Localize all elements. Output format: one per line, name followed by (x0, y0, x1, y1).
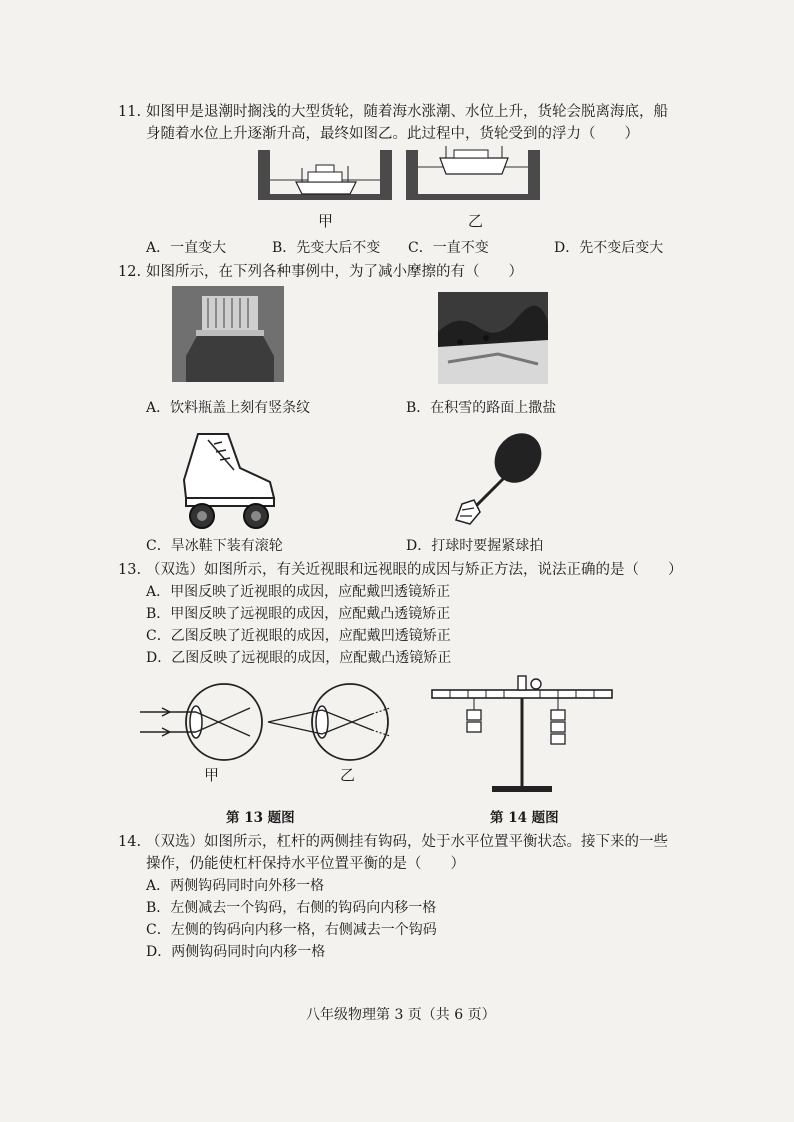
q13-label-jia: 甲 (204, 766, 220, 784)
q11-figure-jia (258, 150, 392, 202)
q11-text-line1: 如图甲是退潮时搁浅的大型货轮，随着海水涨潮、水位上升，货轮会脱离海底，船 (146, 104, 668, 120)
q14-figure-lever (432, 676, 612, 796)
q11-text-line2: 身随着水位上升逐渐升高，最终如图乙。此过程中，货轮受到的浮力（ ） (146, 126, 639, 142)
q13-option-b: B．甲图反映了远视眼的成因，应配戴凸透镜矫正 (146, 606, 451, 622)
q12-photo-snowy-road (438, 292, 548, 384)
q11-label-jia: 甲 (318, 212, 334, 230)
q14-number: 14. (118, 834, 142, 850)
q12-text-line1: 如图所示，在下列各种事例中，为了减小摩擦的有（ ） (146, 264, 523, 280)
q12-figure-roller-skate (178, 430, 280, 530)
q11-number: 11. (118, 104, 142, 120)
q14-figure-caption: 第 14 题图 (490, 810, 559, 826)
q14-option-b: B．左侧减去一个钩码，右侧的钩码向内移一格 (146, 900, 437, 916)
q11-figure-yi (406, 150, 540, 202)
q12-option-d: D．打球时要握紧球拍 (406, 538, 544, 554)
q12-photo-bottle-cap (172, 286, 284, 382)
q13-text-line1: （双选）如图所示，有关近视眼和远视眼的成因与矫正方法，说法正确的是（ ） (146, 562, 683, 578)
q12-option-a: A．饮料瓶盖上刻有竖条纹 (146, 400, 311, 416)
q14-text-line1: （双选）如图所示，杠杆的两侧挂有钩码，处于水平位置平衡状态。接下来的一些 (146, 834, 668, 850)
q13-figure-caption: 第 13 题图 (226, 810, 295, 826)
q13-label-yi: 乙 (340, 766, 356, 784)
q13-option-c: C．乙图反映了近视眼的成因，应配戴凹透镜矫正 (146, 628, 451, 644)
q11-label-yi: 乙 (468, 212, 484, 230)
q14-option-c: C．左侧的钩码向内移一格，右侧减去一个钩码 (146, 922, 437, 938)
q12-figure-racket (448, 430, 548, 530)
q11-option-a: A．一直变大 (146, 240, 227, 256)
page-footer: 八年级物理第 3 页（共 6 页） (306, 1007, 496, 1023)
q12-option-b: B．在积雪的路面上撒盐 (406, 400, 557, 416)
q14-option-a: A．两侧钩码同时向外移一格 (146, 878, 325, 894)
q13-option-d: D．乙图反映了远视眼的成因，应配戴凸透镜矫正 (146, 650, 452, 666)
q13-number: 13. (118, 562, 142, 578)
q11-option-b: B．先变大后不变 (272, 240, 381, 256)
q11-option-c: C．一直不变 (408, 240, 489, 256)
q13-option-a: A．甲图反映了近视眼的成因，应配戴凹透镜矫正 (146, 584, 451, 600)
q13-figure-eyes (140, 680, 400, 770)
q14-option-d: D．两侧钩码同时向内移一格 (146, 944, 326, 960)
q11-option-d: D．先不变后变大 (554, 240, 664, 256)
q12-option-c: C．旱冰鞋下装有滚轮 (146, 538, 283, 554)
q12-number: 12. (118, 264, 142, 280)
q14-text-line2: 操作，仍能使杠杆保持水平位置平衡的是（ ） (146, 856, 465, 872)
